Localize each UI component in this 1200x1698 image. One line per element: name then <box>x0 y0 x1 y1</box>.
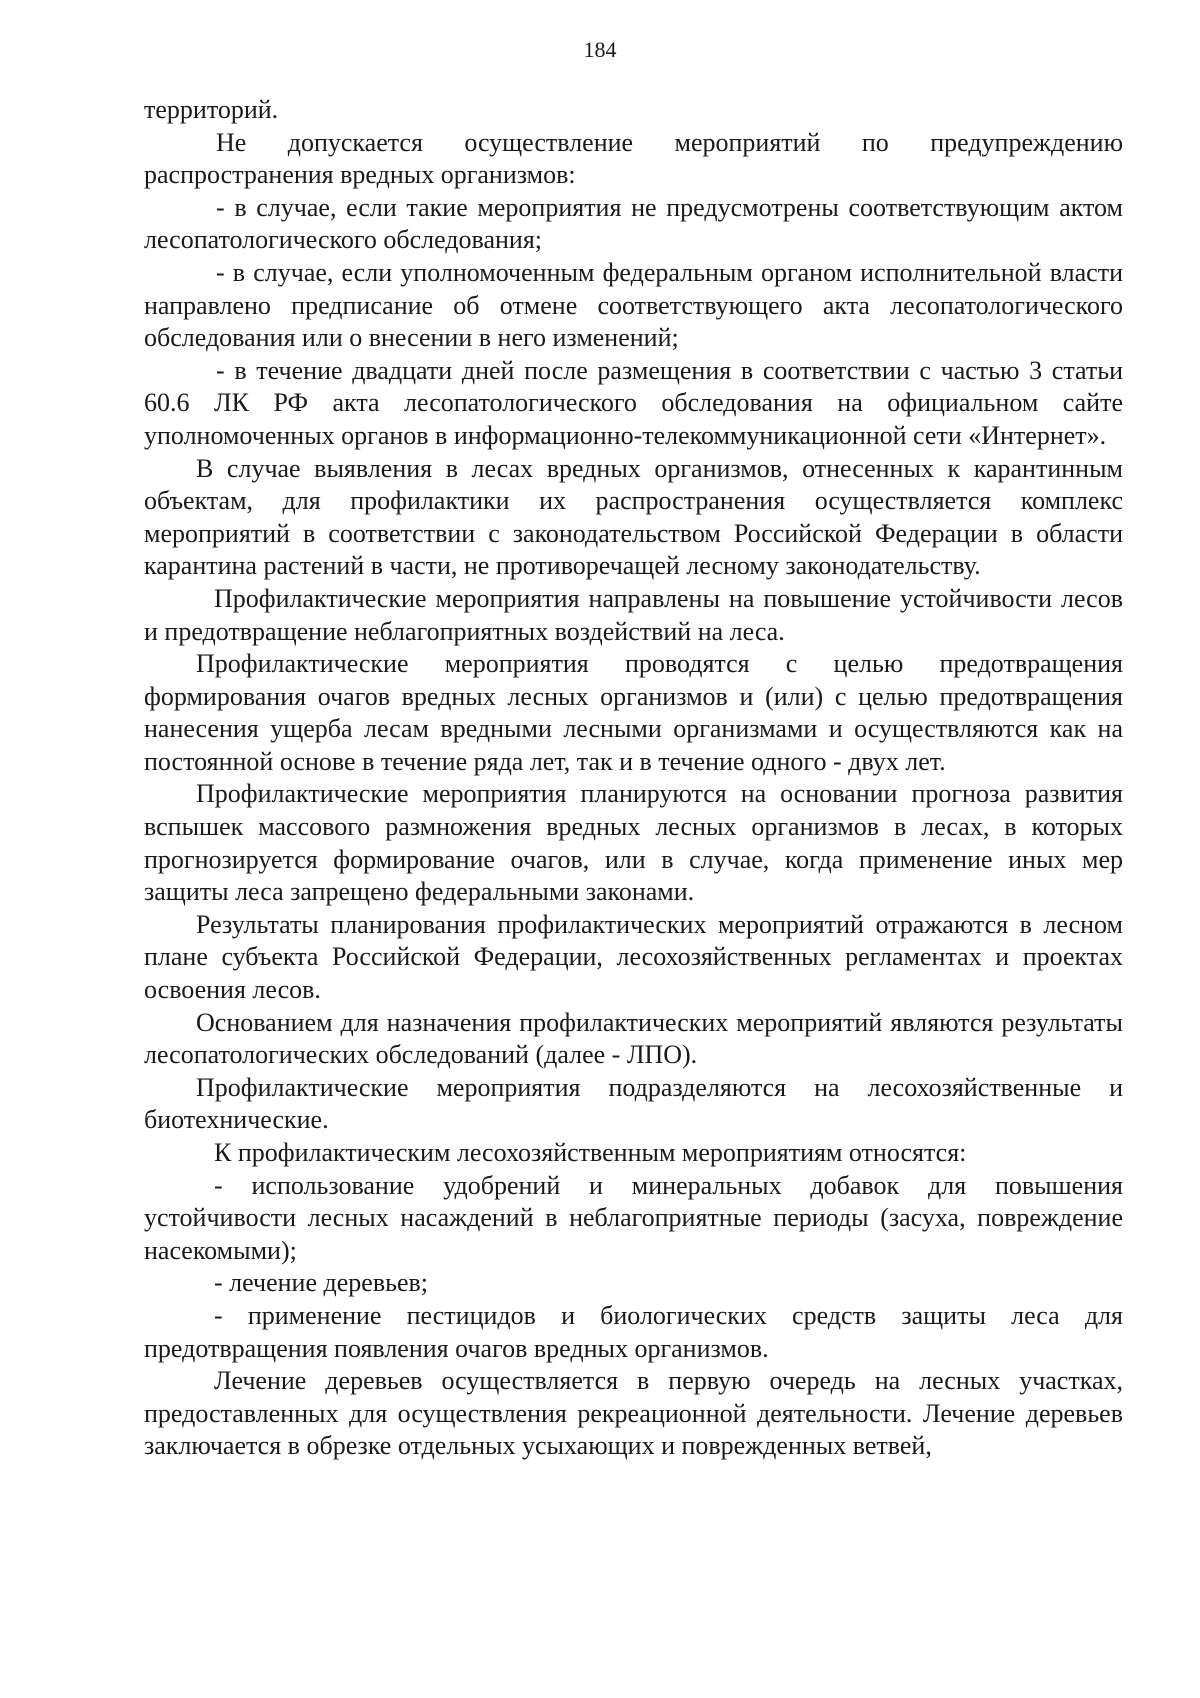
paragraph-forestry-measures-intro: К профилактическим лесохозяйственным мероприятиям относятся: <box>214 1138 967 1167</box>
list-item-not-provided: - в случае, если такие мероприятия не предусмотрены соответствующим актом лесопатологического обследования; <box>144 192 1123 255</box>
paragraph-planning-results: Результаты планирования профилактических мероприятий отражаются в лесном плане субъекта Российской Федерации, лесохозяйственных регламентах и проектах освоения лесов. <box>144 909 1123 1005</box>
list-item-order-issued: - в случае, если уполномоченным федеральным органом исполнительной власти направлено предписание об отмене соответствующего акта лесопатологического обследования или о внесении в него изменений; <box>144 257 1123 353</box>
paragraph-continuation: территорий. <box>144 95 279 124</box>
paragraph-prevention-goals: Профилактические мероприятия проводятся с целью предотвращения формирования очагов вредных лесных организмов и (или) с целью предотвращения нанесения ущерба лесам вредными лесными организмами и осуществляются как на постоянной основе в течение ряда лет, так и в течение одного - двух лет. <box>144 649 1123 776</box>
paragraph-prohibition-intro: Не допускается осуществление мероприятий по предупреждению распространения вредных организмов: <box>144 127 1123 190</box>
body-text <box>144 94 1123 1463</box>
list-item-fertilizers: - использование удобрений и минеральных добавок для повышения устойчивости лесных насаждений в неблагоприятные периоды (засуха, повреждение насекомыми); <box>144 1170 1123 1265</box>
list-item-pesticides: - применение пестицидов и биологических средств защиты леса для предотвращения появления очагов вредных организмов. <box>144 1300 1123 1363</box>
list-item-tree-treatment: - лечение деревьев; <box>214 1268 428 1298</box>
list-item-twenty-days: - в течение двадцати дней после размещения в соответствии с частью 3 статьи 60.6 ЛК РФ акта лесопатологического обследования на официальном сайте уполномоченных органов в информационно-телекоммуникационной сети «Интернет». <box>144 355 1123 450</box>
paragraph-subdivision: Профилактические мероприятия подразделяются на лесохозяйственные и биотехнические. <box>144 1072 1123 1135</box>
paragraph-prevention-purpose: Профилактические мероприятия направлены на повышение устойчивости лесов и предотвращение неблагоприятных воздействий на леса. <box>144 583 1123 646</box>
paragraph-basis: Основанием для назначения профилактических мероприятий являются результаты лесопатологических обследований (далее - ЛПО). <box>144 1007 1123 1070</box>
page-number: 184 <box>583 37 617 62</box>
paragraph-quarantine: В случае выявления в лесах вредных организмов, отнесенных к карантинным объектам, для профилактики их распространения осуществляется комплекс мероприятий в соответствии с законодательством Российской Федерации в области карантина растений в части, не противоречащей лесному законодательству. <box>144 453 1123 581</box>
paragraph-prevention-planning: Профилактические мероприятия планируются на основании прогноза развития вспышек массового размножения вредных лесных организмов в лесах, в которых прогнозируется формирование очагов, или в случае, когда применение иных мер защиты леса запрещено федеральными законами. <box>144 779 1123 907</box>
paragraph-tree-treatment: Лечение деревьев осуществляется в первую очередь на лесных участках, предоставленных для осуществления рекреационной деятельности. Лечение деревьев заключается в обрезке отдельных усыхающих и поврежденных ветвей, <box>144 1366 1123 1461</box>
